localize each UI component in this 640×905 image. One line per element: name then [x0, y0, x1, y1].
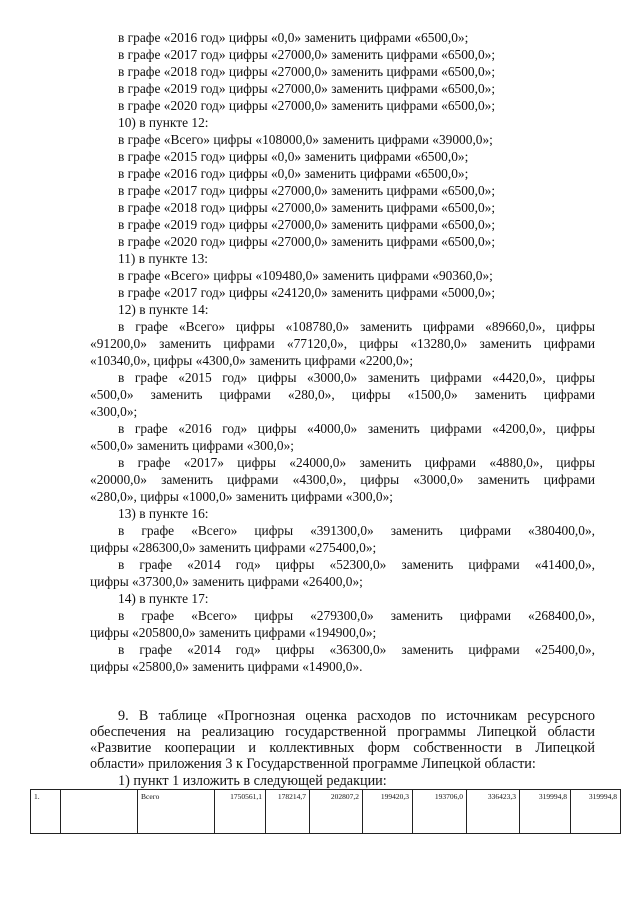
text-line: в графе «Всего» цифры «108000,0» заменить цифрами «39000,0»;	[118, 132, 493, 147]
table-cell: 1750561,1	[215, 790, 266, 834]
table-cell: 178214,7	[266, 790, 310, 834]
text-line: в графе «2017 год» цифры «27000,0» заменить цифрами «6500,0»;	[118, 47, 496, 62]
subitem-heading: 11) в пункте 13:	[118, 251, 208, 266]
text-line: «280,0», цифры «1000,0» заменить цифрами «300,0»;	[90, 489, 393, 504]
text-line: области» приложения 3 к Государственной программе Липецкой области:	[90, 756, 536, 772]
table-cell: 193706,0	[413, 790, 467, 834]
subitem-heading: 14) в пункте 17:	[118, 591, 209, 606]
text-line: «20000,0» заменить цифрами «4300,0», цифры «3000,0» заменить цифрами	[90, 472, 595, 487]
text-line: в графе «2018 год» цифры «27000,0» заменить цифрами «6500,0»;	[118, 200, 496, 215]
text-line: «91200,0» заменить цифрами «77120,0», цифры «13280,0» заменить цифрами	[90, 336, 595, 351]
text-line: в графе «Всего» цифры «279300,0» заменить цифрами «268400,0»,	[118, 608, 595, 623]
text-line: в графе «2016 год» цифры «0,0» заменить цифрами «6500,0»;	[118, 166, 469, 181]
text-line: в графе «2019 год» цифры «27000,0» заменить цифрами «6500,0»;	[118, 217, 496, 232]
text-line: в графе «2015 год» цифры «3000,0» заменить цифрами «4420,0», цифры	[118, 370, 595, 385]
text-line: в графе «Всего» цифры «391300,0» заменить цифрами «380400,0»,	[118, 523, 595, 538]
table-cell	[61, 790, 138, 834]
text-line: обеспечения на реализацию государственной программы Липецкой области	[90, 724, 595, 740]
text-line: в графе «2016 год» цифры «0,0» заменить цифрами «6500,0»;	[118, 30, 469, 45]
text-line: в графе «2017 год» цифры «24120,0» заменить цифрами «5000,0»;	[118, 285, 496, 300]
section-heading: 9. В таблице «Прогнозная оценка расходов по источникам ресурсного	[118, 708, 595, 724]
text-line: в графе «2015 год» цифры «0,0» заменить цифрами «6500,0»;	[118, 149, 469, 164]
text-line: в графе «2016 год» цифры «4000,0» заменить цифрами «4200,0», цифры	[118, 421, 595, 436]
source-cell: Всего	[138, 790, 215, 834]
text-line: в графе «2019 год» цифры «27000,0» заменить цифрами «6500,0»;	[118, 81, 496, 96]
subitem-heading: 10) в пункте 12:	[118, 115, 209, 130]
text-line: в графе «2020 год» цифры «27000,0» заменить цифрами «6500,0»;	[118, 234, 496, 249]
text-line: цифры «286300,0» заменить цифрами «275400,0»;	[90, 540, 377, 555]
table-row	[31, 790, 621, 834]
table-cell: 202807,2	[310, 790, 363, 834]
text-line: в графе «2014 год» цифры «36300,0» заменить цифрами «25400,0»,	[118, 642, 595, 657]
table-cell: 199420,3	[363, 790, 413, 834]
text-line: в графе «2018 год» цифры «27000,0» заменить цифрами «6500,0»;	[118, 64, 496, 79]
text-line: «500,0» заменить цифрами «280,0», цифры «1500,0» заменить цифрами	[90, 387, 595, 402]
subitem-heading: 12) в пункте 14:	[118, 302, 209, 317]
table-cell: 319994,8	[520, 790, 571, 834]
subitem-heading: 13) в пункте 16:	[118, 506, 209, 521]
text-line: цифры «25800,0» заменить цифрами «14900,0».	[90, 659, 363, 674]
text-line: цифры «37300,0» заменить цифрами «26400,0»;	[90, 574, 363, 589]
text-line: в графе «2020 год» цифры «27000,0» заменить цифрами «6500,0»;	[118, 98, 496, 113]
text-line: цифры «205800,0» заменить цифрами «194900,0»;	[90, 625, 377, 640]
table-cell: 319994,8	[571, 790, 621, 834]
text-line: «300,0»;	[90, 404, 138, 419]
text-line: в графе «2017» цифры «24000,0» заменить цифрами «4880,0», цифры	[118, 455, 595, 470]
text-line: «500,0» заменить цифрами «300,0»;	[90, 438, 295, 453]
text-line: в графе «Всего» цифры «108780,0» заменить цифрами «89660,0», цифры	[118, 319, 595, 334]
budget-table	[30, 789, 621, 834]
text-line: в графе «Всего» цифры «109480,0» заменить цифрами «90360,0»;	[118, 268, 493, 283]
text-line: «Развитие кооперации и коллективных форм собственности в Липецкой	[90, 740, 595, 756]
table-cell: 336423,3	[467, 790, 520, 834]
row-number-cell: 1.	[31, 790, 61, 834]
text-line: в графе «2017 год» цифры «27000,0» заменить цифрами «6500,0»;	[118, 183, 496, 198]
text-line: «10340,0», цифры «4300,0» заменить цифрами «2200,0»;	[90, 353, 414, 368]
text-line: в графе «2014 год» цифры «52300,0» заменить цифрами «41400,0»,	[118, 557, 595, 572]
subitem-heading: 1) пункт 1 изложить в следующей редакции:	[118, 773, 387, 789]
